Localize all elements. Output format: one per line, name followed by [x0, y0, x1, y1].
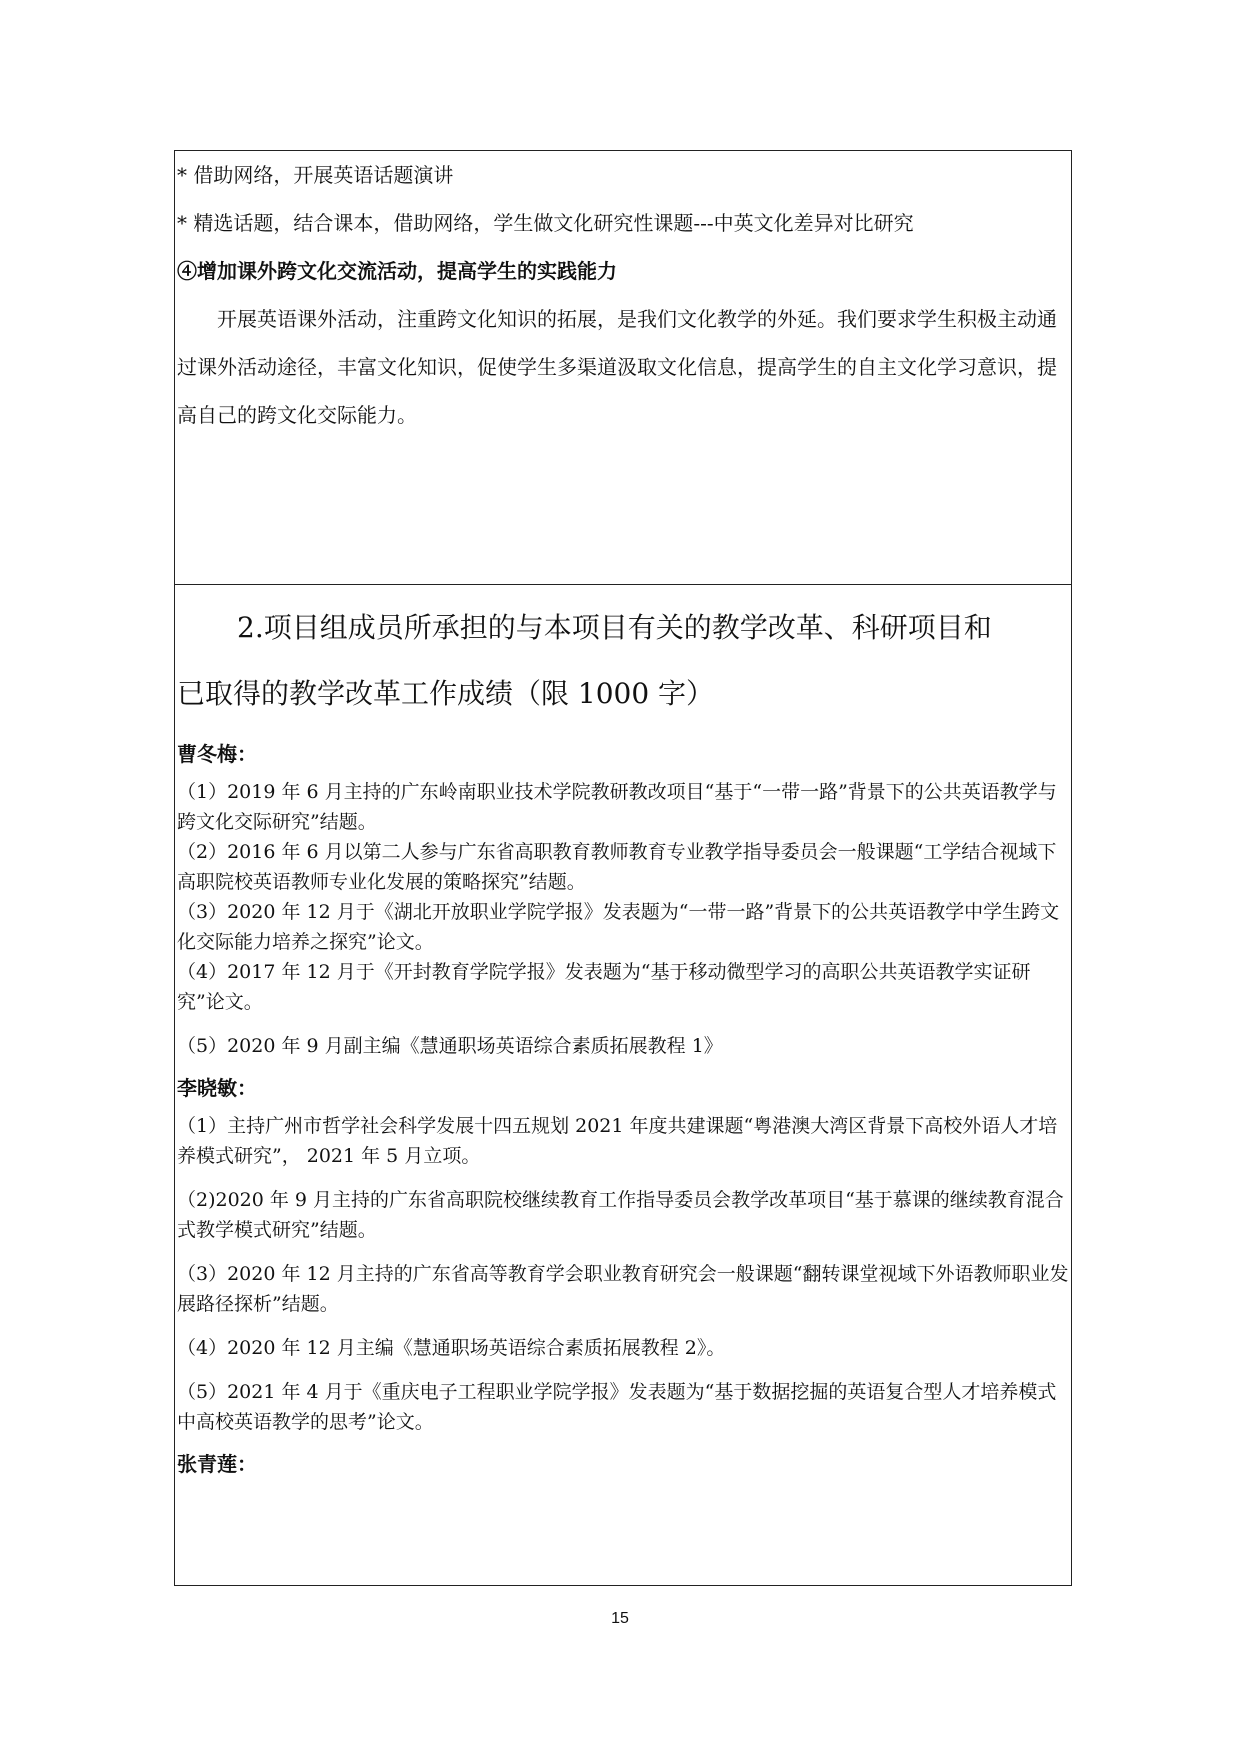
member-name: 李晓敏：: [177, 1076, 257, 1100]
list-item: （2）2016 年 6 月以第二人参与广东省高职教育教师教育专业教学指导委员会一般课题“工学结合视域下高职院校英语教师专业化发展的策略探究”结题。: [177, 841, 1057, 893]
member-name: 曹冬梅：: [177, 742, 257, 766]
form-table: [174, 150, 1072, 1586]
paragraph: 开展英语课外活动，注重跨文化知识的拓展，是我们文化教学的外延。我们要求学生积极主动通过课外活动途径，丰富文化知识，促使学生多渠道汲取文化信息，提高学生的自主文化学习意识，提高自己的跨文化交际能力。: [177, 307, 1057, 427]
top-cell: [175, 151, 1071, 439]
list-item: （3）2020 年 12 月于《湖北开放职业学院学报》发表题为“一带一路”背景下的公共英语教学中学生跨文化交际能力培养之探究”论文。: [177, 901, 1060, 953]
section-title-line-2: 已取得的教学改革工作成绩（限 1000 字）: [177, 677, 715, 710]
subheading-4: ④增加课外跨文化交流活动，提高学生的实践能力: [177, 259, 617, 283]
list-item: （5）2021 年 4 月于《重庆电子工程职业学院学报》发表题为“基于数据挖掘的英语复合型人才培养模式中高校英语教学的思考”论文。: [177, 1381, 1057, 1433]
list-item: （5）2020 年 9 月副主编《慧通职场英语综合素质拓展教程 1》: [177, 1035, 723, 1057]
member-name: 张青莲：: [177, 1452, 257, 1476]
section-title-line-1: 2.项目组成员所承担的与本项目有关的教学改革、科研项目和: [237, 611, 992, 644]
list-item: （1）主持广州市哲学社会科学发展十四五规划 2021 年度共建课题“粤港澳大湾区背景下高校外语人才培养模式研究”， 2021 年 5 月立项。: [177, 1115, 1058, 1167]
bullet-line-2: * 精选话题，结合课本，借助网络，学生做文化研究性课题---中英文化差异对比研究: [177, 211, 914, 235]
list-item: （2)2020 年 9 月主持的广东省高职院校继续教育工作指导委员会教学改革项目“基于慕课的继续教育混合式教学模式研究”结题。: [177, 1189, 1064, 1241]
list-item: （1）2019 年 6 月主持的广东岭南职业技术学院教研教改项目“基于“一带一路”背景下的公共英语教学与跨文化交际研究”结题。: [177, 781, 1057, 833]
list-item: （4）2017 年 12 月于《开封教育学院学报》发表题为“基于移动微型学习的高职公共英语教学实证研究”论文。: [177, 961, 1031, 1013]
list-item: （3）2020 年 12 月主持的广东省高等教育学会职业教育研究会一般课题“翻转课堂视域下外语教师职业发展路径探析”结题。: [177, 1263, 1069, 1315]
bottom-cell: [175, 585, 1071, 1487]
bullet-line-1: * 借助网络，开展英语话题演讲: [177, 163, 454, 187]
page-number: 15: [611, 1610, 629, 1627]
list-item: （4）2020 年 12 月主编《慧通职场英语综合素质拓展教程 2》。: [177, 1337, 726, 1359]
